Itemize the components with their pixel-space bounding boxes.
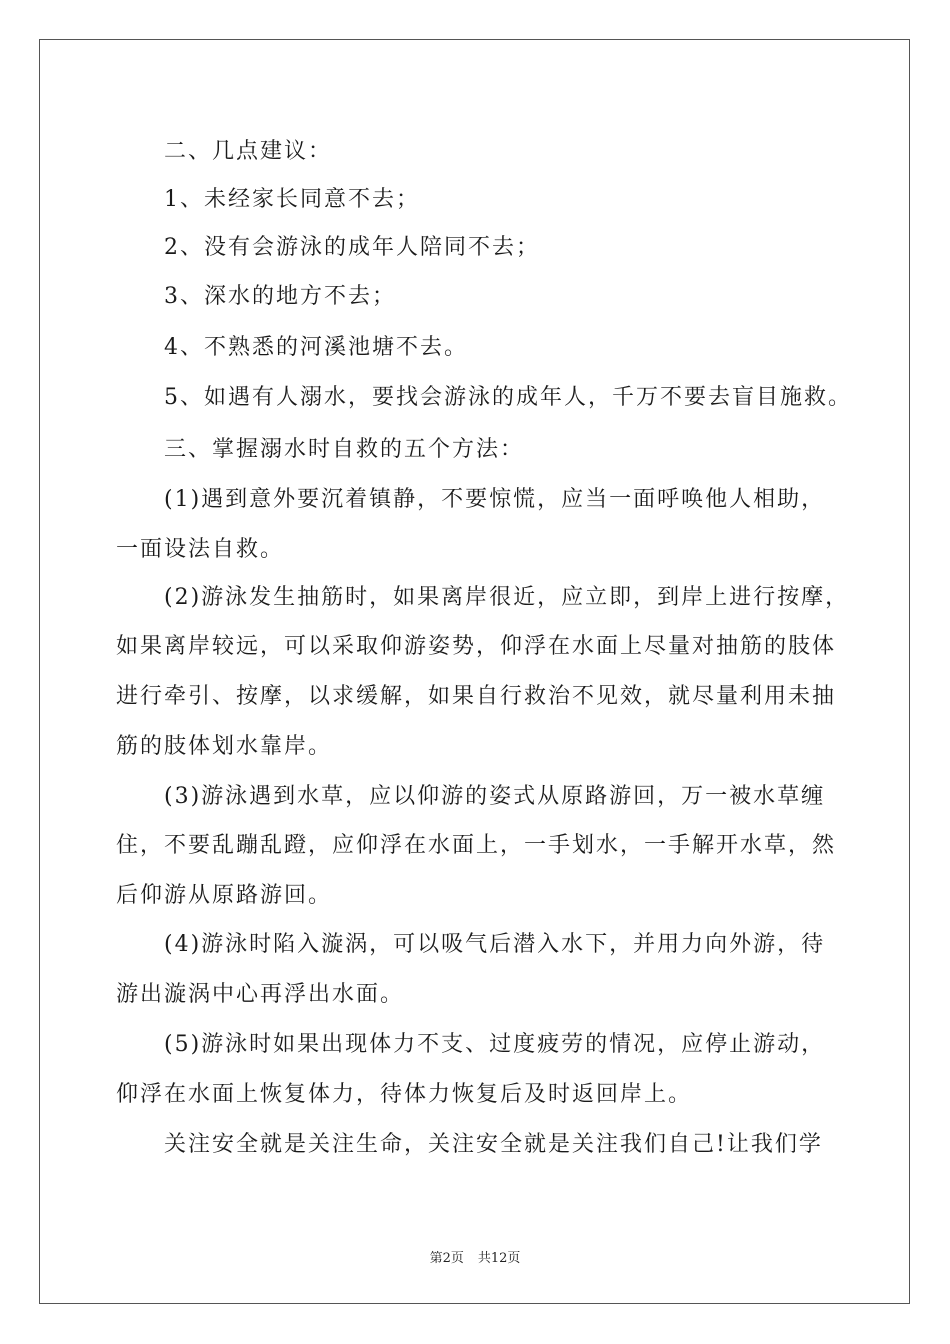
page-border	[39, 39, 910, 1304]
section-heading: 三、掌握溺水时自救的五个方法：	[164, 437, 525, 462]
paragraph-line: (1)遇到意外要沉着镇静，不要惊慌，应当一面呼唤他人相助，	[164, 487, 826, 512]
paragraph-line: 5、如遇有人溺水，要找会游泳的成年人，千万不要去盲目施救。	[164, 385, 852, 410]
page-number: 第2页	[429, 1251, 464, 1266]
paragraph-line: (2)游泳发生抽筋时，如果离岸很近，应立即，到岸上进行按摩，	[164, 585, 850, 610]
section-heading: 二、几点建议：	[164, 139, 333, 164]
paragraph-line: 一面设法自救。	[116, 537, 285, 562]
paragraph-line: (4)游泳时陷入漩涡，可以吸气后潜入水下，并用力向外游，待	[164, 932, 826, 957]
paragraph-line: 3、深水的地方不去；	[164, 284, 396, 309]
paragraph-line: 进行牵引、按摩，以求缓解，如果自行救治不见效，就尽量利用未抽	[116, 684, 837, 709]
page-footer	[0, 1247, 950, 1266]
page-total: 共12页	[477, 1251, 521, 1266]
paragraph-line: (3)游泳遇到水草，应以仰游的姿式从原路游回，万一被水草缠	[164, 784, 826, 809]
paragraph-line: 4、不熟悉的河溪池塘不去。	[164, 335, 468, 360]
paragraph-line: 如果离岸较远，可以采取仰游姿势，仰浮在水面上尽量对抽筋的肢体	[116, 634, 837, 659]
paragraph-line: 仰浮在水面上恢复体力，待体力恢复后及时返回岸上。	[116, 1082, 693, 1107]
paragraph-line: (5)游泳时如果出现体力不支、过度疲劳的情况，应停止游动，	[164, 1032, 826, 1057]
paragraph-line: 后仰游从原路游回。	[116, 883, 333, 908]
paragraph-line: 2、没有会游泳的成年人陪同不去；	[164, 235, 540, 260]
paragraph-line: 关注安全就是关注生命，关注安全就是关注我们自己!让我们学	[164, 1132, 823, 1157]
paragraph-line: 游出漩涡中心再浮出水面。	[116, 982, 405, 1007]
paragraph-line: 住，不要乱蹦乱蹬，应仰浮在水面上，一手划水，一手解开水草，然	[116, 833, 837, 858]
paragraph-line: 1、未经家长同意不去；	[164, 187, 420, 212]
paragraph-line: 筋的肢体划水靠岸。	[116, 734, 333, 759]
